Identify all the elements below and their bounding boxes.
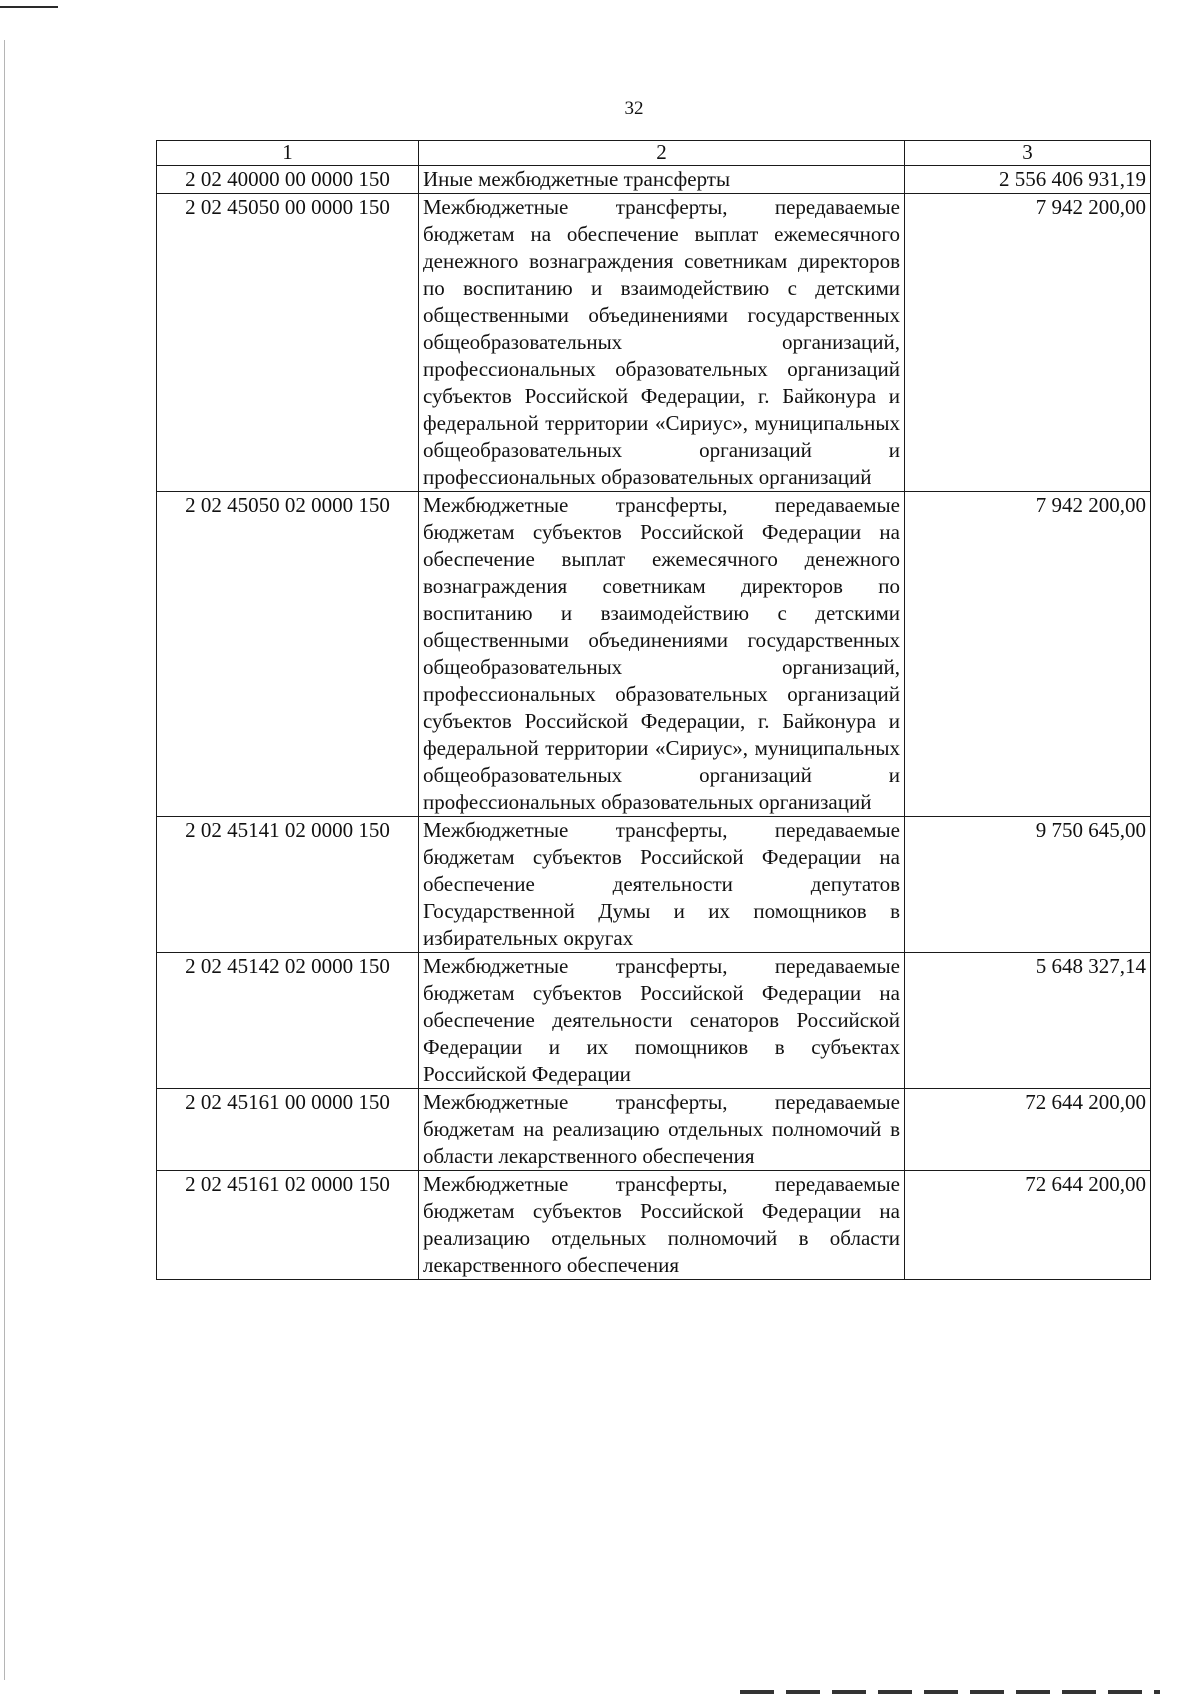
table-row: [157, 817, 1151, 953]
row-code: 2 02 45161 02 0000 150: [157, 1171, 419, 1280]
column-header-amount: 3: [905, 141, 1151, 166]
row-code: 2 02 45161 00 0000 150: [157, 1089, 419, 1171]
table-header-row: [157, 141, 1151, 166]
budget-table: [156, 140, 1151, 1280]
scan-artifact-left-edge: [4, 40, 5, 1680]
row-description: Межбюджетные трансферты, передаваемые бюджетам на реализацию отдельных полномочий в области лекарственного обеспечения: [419, 1089, 905, 1171]
scan-artifact-top: [0, 6, 58, 8]
row-amount: 72 644 200,00: [905, 1171, 1151, 1280]
row-description: Межбюджетные трансферты, передаваемые бюджетам субъектов Российской Федерации на обеспечение деятельности депутатов Государственной Думы и их помощников в избирательных округах: [419, 817, 905, 953]
row-description: Межбюджетные трансферты, передаваемые бюджетам субъектов Российской Федерации на обеспечение деятельности сенаторов Российской Федерации и их помощников в субъектах Российской Федерации: [419, 953, 905, 1089]
row-amount: 5 648 327,14: [905, 953, 1151, 1089]
row-amount: 72 644 200,00: [905, 1089, 1151, 1171]
table-row: [157, 1089, 1151, 1171]
row-code: 2 02 40000 00 0000 150: [157, 166, 419, 194]
row-description: Иные межбюджетные трансферты: [419, 166, 905, 194]
scan-artifact-footer: [740, 1690, 1160, 1694]
row-code: 2 02 45141 02 0000 150: [157, 817, 419, 953]
row-amount: 2 556 406 931,19: [905, 166, 1151, 194]
table-row: [157, 166, 1151, 194]
row-amount: 7 942 200,00: [905, 492, 1151, 817]
row-description: Межбюджетные трансферты, передаваемые бюджетам на обеспечение выплат ежемесячного денежного вознаграждения советникам директоров по воспитанию и взаимодействию с детскими общественными объединениями государственных общеобразовательных организаций, профессиональных образовательных организаций субъектов Российской Федерации, г. Байконура и федеральной территории «Сириус», муниципальных общеобразовательных организаций и профессиональных образовательных организаций: [419, 194, 905, 492]
row-code: 2 02 45142 02 0000 150: [157, 953, 419, 1089]
table-row: [157, 953, 1151, 1089]
row-code: 2 02 45050 02 0000 150: [157, 492, 419, 817]
row-amount: 7 942 200,00: [905, 194, 1151, 492]
table-row: [157, 492, 1151, 817]
column-header-description: 2: [419, 141, 905, 166]
row-amount: 9 750 645,00: [905, 817, 1151, 953]
row-description: Межбюджетные трансферты, передаваемые бюджетам субъектов Российской Федерации на обеспечение выплат ежемесячного денежного вознаграждения советникам директоров по воспитанию и взаимодействию с детскими общественными объединениями государственных общеобразовательных организаций, профессиональных образовательных организаций субъектов Российской Федерации, г. Байконура и федеральной территории «Сириус», муниципальных общеобразовательных организаций и профессиональных образовательных организаций: [419, 492, 905, 817]
row-code: 2 02 45050 00 0000 150: [157, 194, 419, 492]
table-row: [157, 1171, 1151, 1280]
row-description: Межбюджетные трансферты, передаваемые бюджетам субъектов Российской Федерации на реализацию отдельных полномочий в области лекарственного обеспечения: [419, 1171, 905, 1280]
page-number: 32: [624, 98, 644, 119]
table-row: [157, 194, 1151, 492]
column-header-code: 1: [157, 141, 419, 166]
